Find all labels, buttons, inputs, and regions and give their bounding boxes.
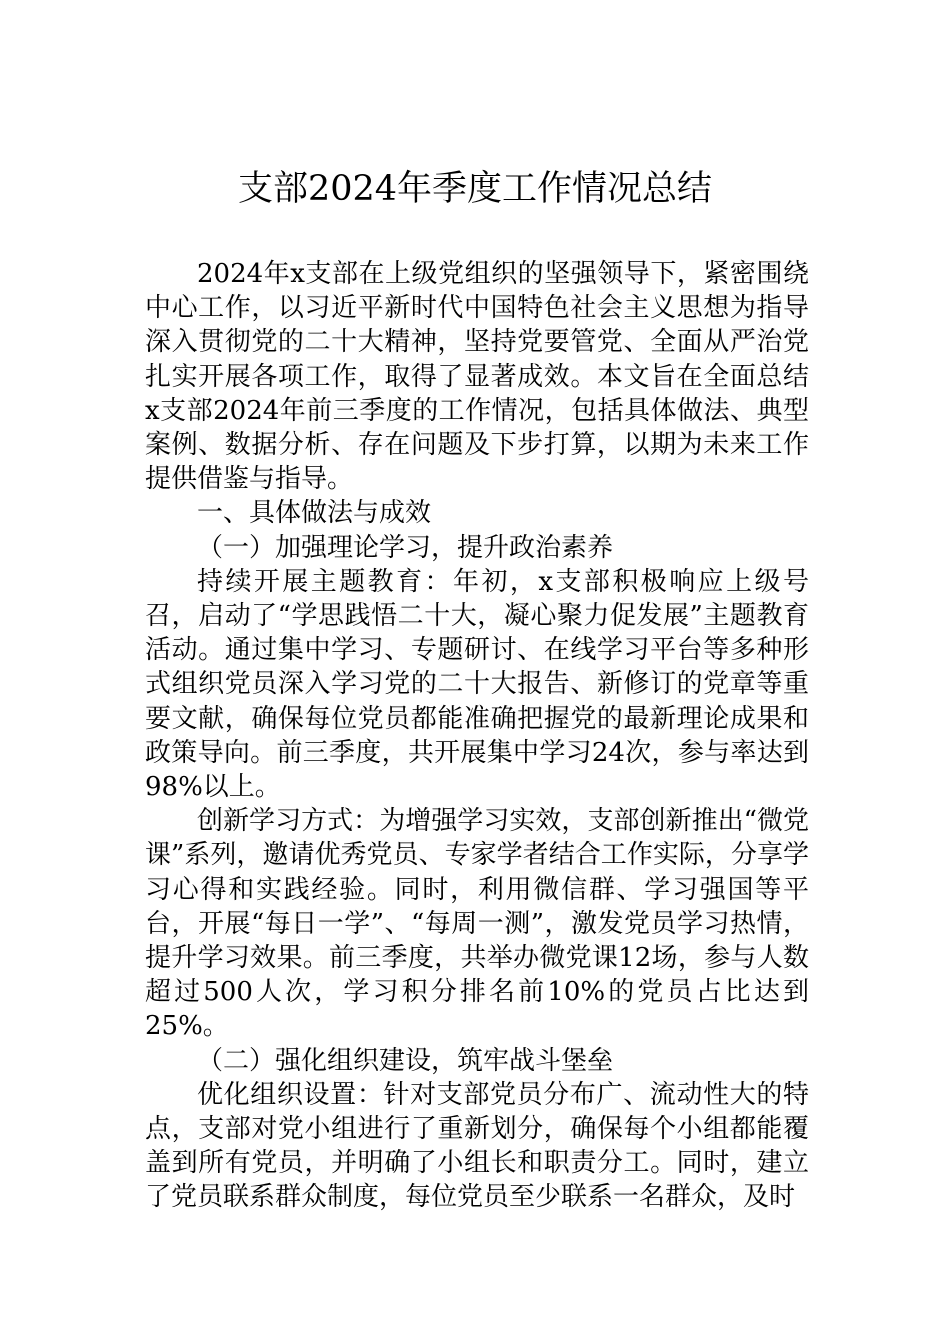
paragraph-theme-education: 持续开展主题教育：年初，x支部积极响应上级号召，启动了“学思践悟二十大，凝心聚力促发展”主题教育活动。通过集中学习、专题研讨、在线学习平台等多种形式组织党员深入学习党的二十大报告、新修订的党章等重要文献，确保每位党员都能准确把握党的最新理论成果和政策导向。前三季度，共开展集中学习24次，参与率达到98%以上。 [145,566,809,803]
subsection-heading-1: （一）加强理论学习，提升政治素养 [197,532,614,563]
document-title: 支部2024年季度工作情况总结 [237,169,713,209]
paragraph-learning-methods: 创新学习方式：为增强学习实效，支部创新推出“微党课”系列，邀请优秀党员、专家学者结合工作实际，分享学习心得和实践经验。同时，利用微信群、学习强国等平台，开展“每日一学”、“每周一测”，激发党员学习热情，提升学习效果。前三季度，共举办微党课12场，参与人数超过500人次，学习积分排名前10%的党员占比达到25%。 [145,806,809,1042]
subsection-heading-2: （二）强化组织建设，筑牢战斗堡垒 [197,1045,614,1076]
document-body [145,257,809,1215]
paragraph-organization-setup: 优化组织设置：针对支部党员分布广、流动性大的特点，支部对党小组进行了重新划分，确保每个小组都能覆盖到所有党员，并明确了小组长和职责分工。同时，建立了党员联系群众制度，每位党员至少联系一名群众，及时 [145,1079,809,1213]
section-heading-1: 一、具体做法与成效 [197,498,432,529]
intro-paragraph: 2024年x支部在上级党组织的坚强领导下，紧密围绕中心工作，以习近平新时代中国特色社会主义思想为指导深入贯彻党的二十大精神，坚持党要管党、全面从严治党扎实开展各项工作，取得了显著成效。本文旨在全面总结x支部2024年前三季度的工作情况，包括具体做法、典型案例、数据分析、存在问题及下步打算，以期为未来工作提供借鉴与指导。 [145,259,809,495]
